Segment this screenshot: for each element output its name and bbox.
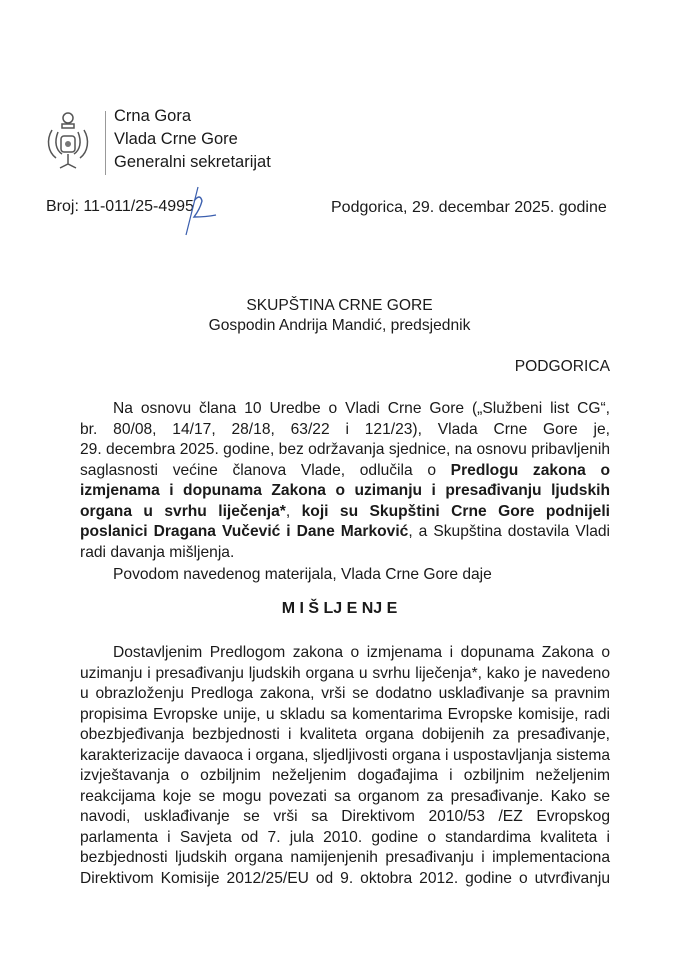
text-line: propisima Evropske unije, u skladu sa komentarima Evropske komisije, radi [80,705,610,723]
org-country: Crna Gora [114,107,192,125]
text-segment: , a Skupština dostavila Vladi [408,523,610,540]
recipient-city: PODGORICA [514,358,610,375]
text-line [80,543,610,563]
bold-text: Predlogu zakona o [450,461,610,479]
document-number [46,198,194,216]
text-line [113,399,610,419]
text-line: bezbjednosti ljudskih organa namijenjenih presađivanju i implementaciona [80,849,610,866]
text-line: navodi, usklađivanje se vrši sa Direktivom 2010/53 /EZ Evropskog [80,808,610,825]
text-line: uzimanju i presađivanju ljudskih organa u svrhu liječenja*, kako je navedeno [80,664,610,682]
organization-block [114,105,271,174]
text-line [80,440,610,460]
text-line: Direktivom Komisije 2012/25/EU od 9. oktobra 2012. godine o utvrđivanju [80,869,610,887]
text-line [80,502,610,522]
text-segment: radi davanja mišljenja. [80,543,235,561]
handwritten-number [180,185,230,240]
text-line [80,522,610,542]
coat-of-arms-logo [44,110,92,176]
heading-misljenje: M I Š LJ E NJ E [281,600,398,617]
bold-text: izmjenama i dopunama Zakona o uzimanju i presađivanju ljudskih [80,482,610,499]
text-line [80,461,610,481]
bold-text: poslanici Dragana Vučević i Dane Marković [80,523,409,540]
recipient-person: Gospodin Andrija Mandić, predsjednik [208,317,471,334]
text-line: u obrazloženju Predloga zakona, vrši se dodatno usklađivanje sa pravnim [80,685,610,702]
recipient-institution: SKUPŠTINA CRNE GORE [246,297,433,314]
bold-text: organa u svrhu liječenja* [80,502,286,520]
org-department: Generalni sekretarijat [114,153,271,171]
text-line: reakcijama koje se mogu povezati sa organom za presađivanje. Kako se [80,787,610,805]
text-segment: 29. decembra 2025. godine, bez održavanja sjednice, na osnovu pribavljenih [80,441,610,458]
text-segment: , [285,502,302,520]
text-line: obezbjeđivanja bezbjednosti i kvaliteta organa dobijenih za presađivanje, [80,726,610,743]
bold-text: koji su Skupštini Crne Gore podnijeli [301,502,610,520]
text-line [80,481,610,501]
text-line: Dostavljenim Predlogom zakona o izmjenama i dopunama Zakona o [113,644,610,661]
text-segment: br. 80/08, 14/17, 28/18, 63/22 i 121/23), Vlada Crne Gore je, [80,420,610,438]
paragraph-povodom: Povodom navedenog materijala, Vlada Crne Gore daje [113,566,492,583]
document-number-text: Broj: 11-011/25-4995 [46,198,194,215]
header-divider [105,111,106,175]
text-line [80,420,610,440]
text-line: izvještavanja o ozbiljnim neželjenim događajima i ozbiljnim neželjenim [80,767,610,784]
org-government: Vlada Crne Gore [114,130,238,148]
text-line: karakterizacije davaoca i organa, sljedljivosti organa i uspostavljanja sistema [80,746,610,764]
text-segment: saglasnosti većine članova Vlade, odlučila o [80,461,451,479]
text-segment: Na osnovu člana 10 Uredbe o Vladi Crne Gore („Službeni list CG“, [113,400,610,417]
text-line: parlamenta i Savjeta od 7. jula 2010. godine o standardima kvaliteta i [80,828,610,846]
place-date: Podgorica, 29. decembar 2025. godine [331,199,607,216]
